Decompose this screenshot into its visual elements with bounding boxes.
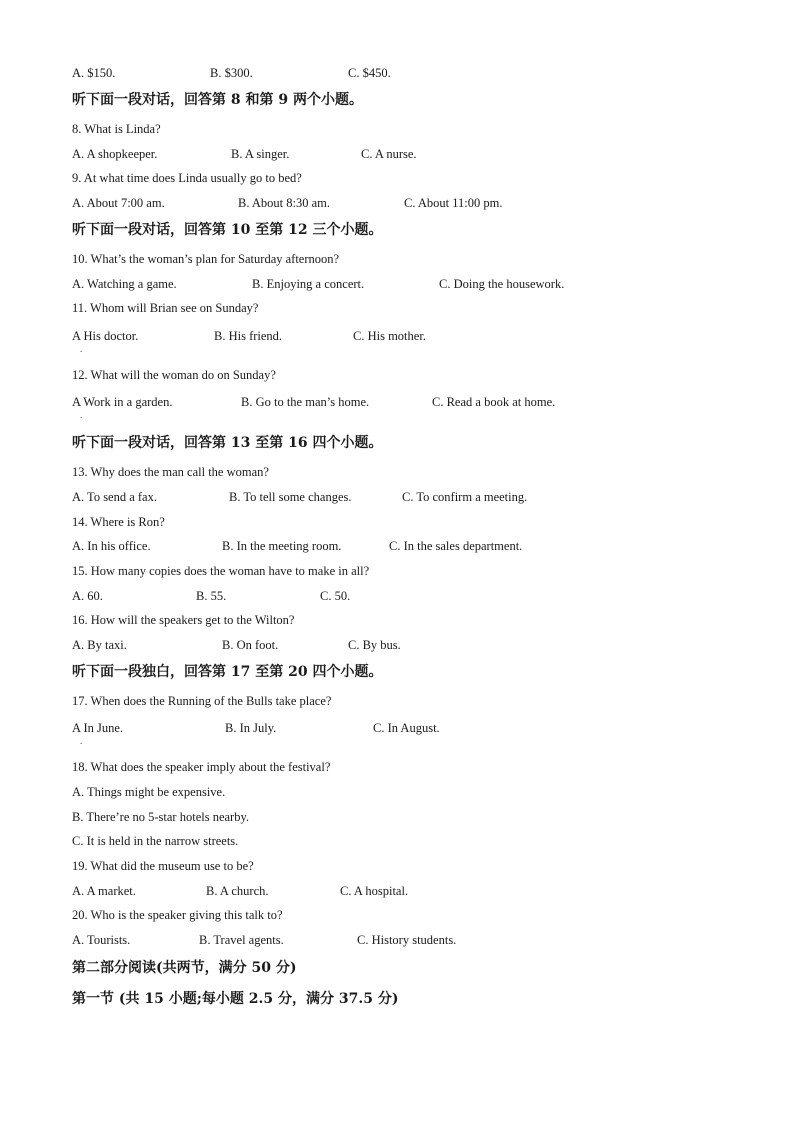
q12-option-a: A Work in a garden. xyxy=(72,395,173,409)
section-heading-10-12: 听下面一段对话，回答第 10 至第 12 三个小题。 xyxy=(72,222,383,238)
question-16: 16. How will the speakers get to the Wilton? xyxy=(72,613,295,627)
q19-option-c: C. A hospital. xyxy=(340,884,409,898)
question-18: 18. What does the speaker imply about the festival? xyxy=(72,760,331,774)
option-dot-mark: . xyxy=(80,736,83,746)
q20-option-c: C. History students. xyxy=(357,933,457,947)
q16-option-a: A. By taxi. xyxy=(72,638,127,652)
q8-option-a: A. A shopkeeper. xyxy=(72,147,158,161)
q8-option-c: C. A nurse. xyxy=(361,147,417,161)
q19-option-a: A. A market. xyxy=(72,884,136,898)
q18-option-c: C. It is held in the narrow streets. xyxy=(72,834,239,848)
q17-option-b: B. In July. xyxy=(225,721,277,735)
section-heading-13-16: 听下面一段对话，回答第 13 至第 16 四个小题。 xyxy=(72,435,383,451)
q7-option-b: B. $300. xyxy=(210,66,253,80)
q10-option-b: B. Enjoying a concert. xyxy=(252,277,365,291)
option-dot-mark: . xyxy=(80,410,83,420)
part-two-heading: 第二部分阅读(共两节，满分 50 分) xyxy=(72,960,297,976)
q12-option-c: C. Read a book at home. xyxy=(432,395,556,409)
q13-option-a: A. To send a fax. xyxy=(72,490,157,504)
q17-option-c: C. In August. xyxy=(373,721,440,735)
question-8: 8. What is Linda? xyxy=(72,122,161,136)
section-heading-8-9: 听下面一段对话，回答第 8 和第 9 两个小题。 xyxy=(72,92,363,108)
q7-option-a: A. $150. xyxy=(72,66,116,80)
q7-option-c: C. $450. xyxy=(348,66,391,80)
question-9: 9. At what time does Linda usually go to bed? xyxy=(72,171,302,185)
q14-option-c: C. In the sales department. xyxy=(389,539,523,553)
q16-option-c: C. By bus. xyxy=(348,638,401,652)
question-14: 14. Where is Ron? xyxy=(72,515,165,529)
q9-option-b: B. About 8:30 am. xyxy=(238,196,331,210)
q18-option-a: A. Things might be expensive. xyxy=(72,785,226,799)
q9-option-c: C. About 11:00 pm. xyxy=(404,196,503,210)
q14-option-b: B. In the meeting room. xyxy=(222,539,342,553)
question-10: 10. What’s the woman’s plan for Saturday afternoon? xyxy=(72,252,340,266)
q20-option-b: B. Travel agents. xyxy=(199,933,284,947)
question-20: 20. Who is the speaker giving this talk to? xyxy=(72,908,283,922)
q19-option-b: B. A church. xyxy=(206,884,269,898)
q11-option-a: A His doctor. xyxy=(72,329,139,343)
q10-option-c: C. Doing the housework. xyxy=(439,277,565,291)
q11-option-c: C. His mother. xyxy=(353,329,426,343)
question-15: 15. How many copies does the woman have to make in all? xyxy=(72,564,370,578)
q14-option-a: A. In his office. xyxy=(72,539,151,553)
q11-option-b: B. His friend. xyxy=(214,329,283,343)
q15-option-b: B. 55. xyxy=(196,589,227,603)
q8-option-b: B. A singer. xyxy=(231,147,290,161)
q13-option-c: C. To confirm a meeting. xyxy=(402,490,528,504)
q20-option-a: A. Tourists. xyxy=(72,933,131,947)
q12-option-b: B. Go to the man’s home. xyxy=(241,395,370,409)
q10-option-a: A. Watching a game. xyxy=(72,277,177,291)
section-heading-17-20: 听下面一段独白，回答第 17 至第 20 四个小题。 xyxy=(72,664,383,680)
question-13: 13. Why does the man call the woman? xyxy=(72,465,269,479)
q15-option-c: C. 50. xyxy=(320,589,351,603)
question-17: 17. When does the Running of the Bulls take place? xyxy=(72,694,332,708)
q15-option-a: A. 60. xyxy=(72,589,103,603)
question-12: 12. What will the woman do on Sunday? xyxy=(72,368,276,382)
question-19: 19. What did the museum use to be? xyxy=(72,859,254,873)
q18-option-b: B. There’re no 5-star hotels nearby. xyxy=(72,810,250,824)
part-two-section-one-heading: 第一节 (共 15 小题;每小题 2.5 分，满分 37.5 分) xyxy=(72,991,399,1007)
q17-option-a: A In June. xyxy=(72,721,124,735)
q16-option-b: B. On foot. xyxy=(222,638,279,652)
option-dot-mark: . xyxy=(80,344,83,354)
question-11: 11. Whom will Brian see on Sunday? xyxy=(72,301,259,315)
q13-option-b: B. To tell some changes. xyxy=(229,490,352,504)
q9-option-a: A. About 7:00 am. xyxy=(72,196,165,210)
